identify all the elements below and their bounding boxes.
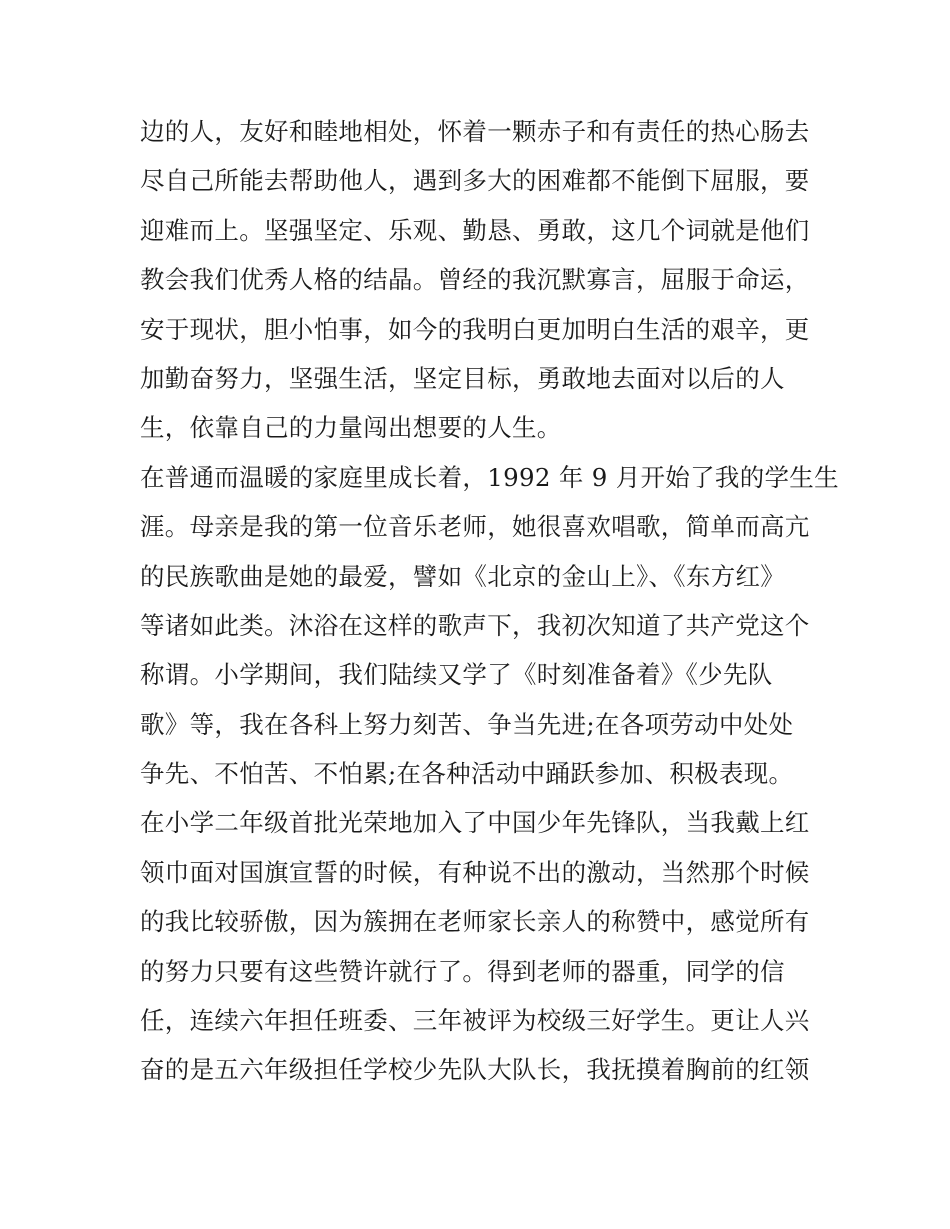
text-line: 加勤奋努力，坚强生活，坚定目标，勇敢地去面对以后的人: [140, 363, 785, 393]
text-line: 称谓。小学期间，我们陆续又学了《时刻准备着》《少先队: [140, 660, 773, 690]
text-line: 生，依靠自己的力量闯出想要的人生。: [140, 413, 562, 443]
text-line: 的民族歌曲是她的最爱，譬如《北京的金山上》、《东方红》: [140, 561, 786, 591]
text-line: 安于现状，胆小怕事，如今的我明白更加明白生活的艰辛，更: [140, 314, 810, 344]
body-text: [140, 107, 839, 1095]
text-line: 领巾面对国旗宣誓的时候，有种说不出的激动，当然那个时候: [140, 857, 810, 887]
text-line: 奋的是五六年级担任学校少先队大队长，我抚摸着胸前的红领: [140, 1055, 810, 1085]
text-line: 歌》等，我在各科上努力刻苦、争当先进;在各项劳动中处处: [140, 709, 794, 739]
text-line: 尽自己所能去帮助他人，遇到多大的困难都不能倒下屈服，要: [140, 166, 810, 196]
text-line: 在小学二年级首批光荣地加入了中国少年先锋队，当我戴上红: [140, 808, 810, 838]
text-line: 等诸如此类。沐浴在这样的歌声下，我初次知道了共产党这个: [140, 610, 810, 640]
text-line: 边的人，友好和睦地相处，怀着一颗赤子和有责任的热心肠去: [140, 117, 810, 146]
text-line: 教会我们优秀人格的结晶。曾经的我沉默寡言，屈服于命运，: [140, 265, 810, 295]
text-line: 在普通而温暖的家庭里成长着，1992 年 9 月开始了我的学生生: [140, 462, 839, 492]
text-line: 迎难而上。坚强坚定、乐观、勤恳、勇敢，这几个词就是他们: [140, 215, 810, 245]
text-line: 争先、不怕苦、不怕累;在各种活动中踊跃参加、积极表现。: [140, 759, 794, 789]
text-line: 的努力只要有这些赞许就行了。得到老师的器重，同学的信: [140, 956, 785, 986]
text-line: 的我比较骄傲，因为簇拥在老师家长亲人的称赞中，感觉所有: [140, 907, 810, 937]
text-line: 任，连续六年担任班委、三年被评为校级三好学生。更让人兴: [140, 1006, 810, 1036]
text-line: 涯。母亲是我的第一位音乐老师，她很喜欢唱歌，简单而高亢: [140, 512, 810, 542]
